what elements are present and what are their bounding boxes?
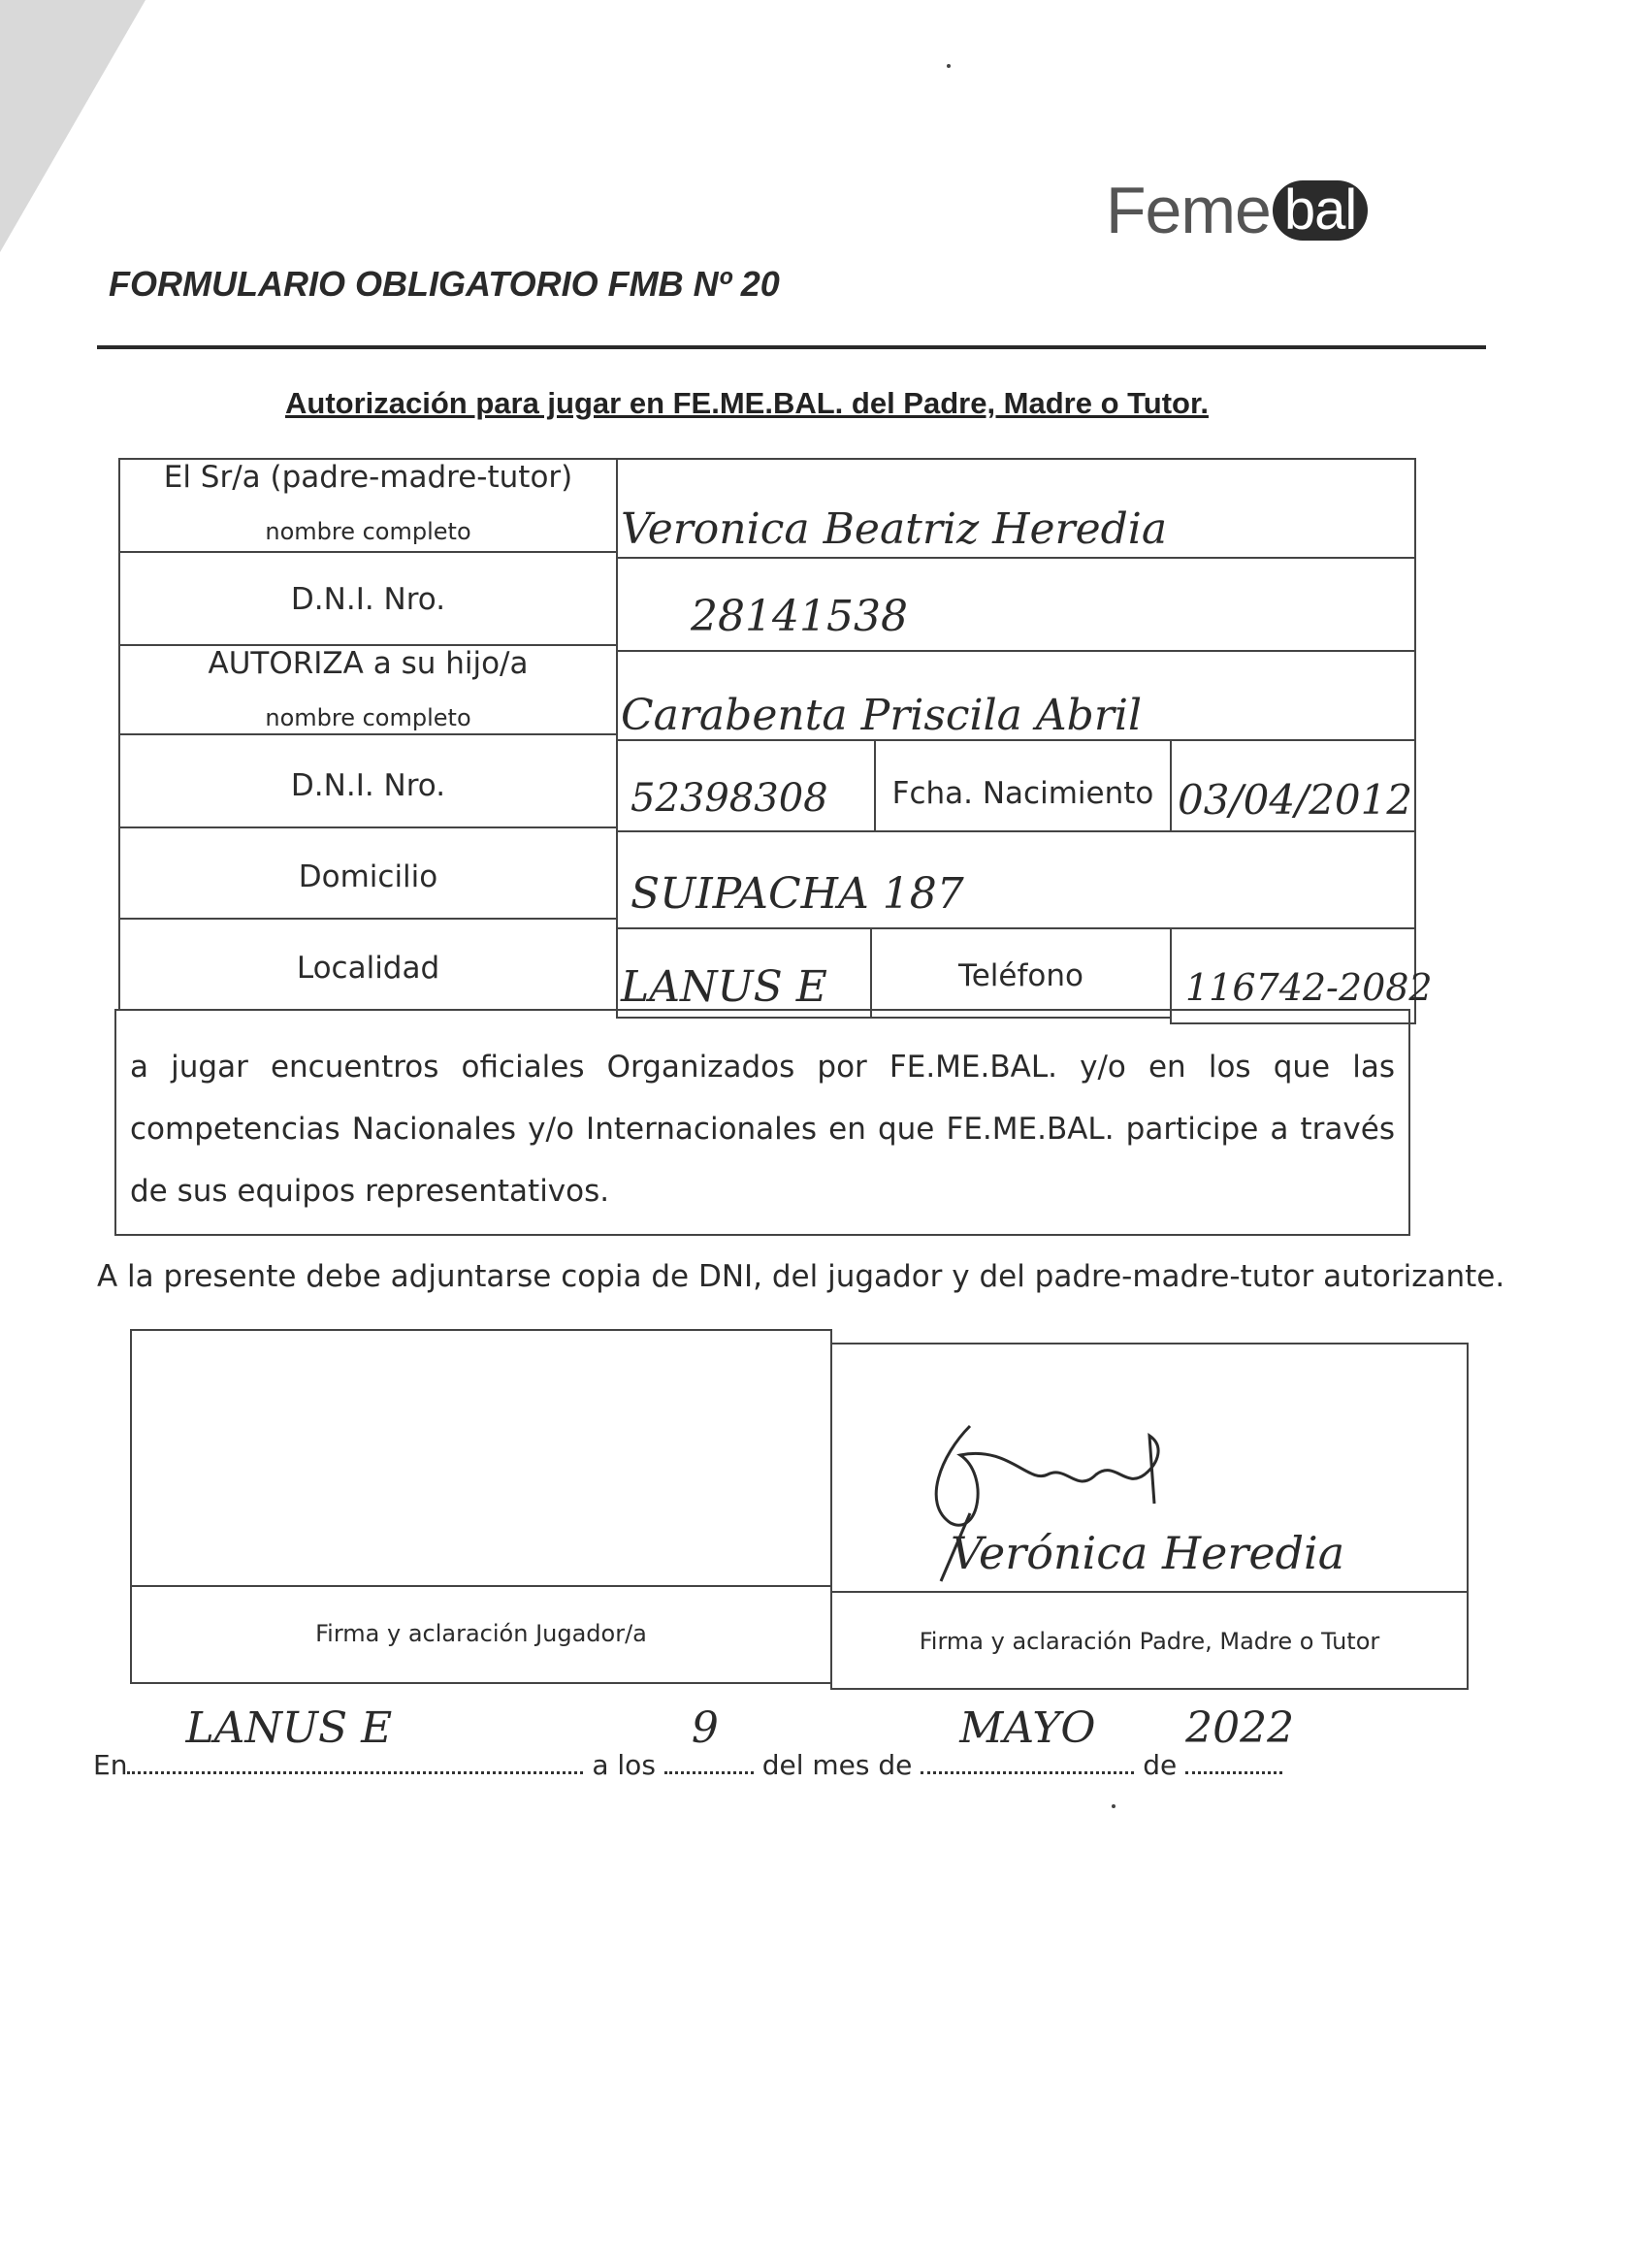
femebal-logo: Feme bal — [1106, 173, 1368, 248]
birth-label: Fcha. Nacimiento — [891, 776, 1154, 811]
child-dni-value: 52398308 — [630, 776, 828, 821]
parent-sublabel: nombre completo — [265, 518, 471, 545]
child-label: AUTORIZA a su hijo/a — [208, 646, 529, 681]
locality-label: Localidad — [296, 951, 440, 986]
player-signature-caption: Firma y aclaración Jugador/a — [315, 1620, 647, 1647]
scan-speck — [947, 64, 951, 68]
attachment-note: A la presente debe adjuntarse copia de DNI, del jugador y del padre-madre-tutor autorizante. — [97, 1259, 1505, 1294]
place-field: LANUS E — [127, 1746, 583, 1774]
month-field: MAYO — [921, 1746, 1134, 1774]
parent-dni-value: 28141538 — [691, 592, 908, 641]
parent-signature-caption: Firma y aclaración Padre, Madre o Tutor — [919, 1628, 1380, 1655]
child-name-value: Carabenta Priscila Abril — [621, 691, 1143, 740]
folded-corner — [0, 0, 146, 252]
day-field: 9 — [664, 1746, 754, 1774]
phone-label: Teléfono — [958, 958, 1083, 993]
parent-dni-label: D.N.I. Nro. — [290, 582, 446, 617]
address-label: Domicilio — [298, 859, 438, 894]
birth-date-value: 03/04/2012 — [1178, 776, 1413, 824]
parent-clarification: Verónica Heredia — [951, 1527, 1345, 1579]
phone-value: 116742-2082 — [1185, 966, 1433, 1009]
child-dni-label: D.N.I. Nro. — [290, 768, 446, 803]
parent-name-value: Veronica Beatriz Heredia — [621, 504, 1168, 554]
document-title: Autorización para jugar en FE.ME.BAL. del Padre, Madre o Tutor. — [285, 386, 1209, 420]
date-line: En LANUS E a los 9 del mes de MAYO de 2022 — [93, 1703, 1295, 1781]
authorization-text: a jugar encuentros oficiales Organizados por FE.ME.BAL. y/o en los que las competencias Nacionales y/o Internacionales en que FE.ME.BAL. participe a través de sus equipos representativos. — [130, 1050, 1395, 1209]
form-code: FORMULARIO OBLIGATORIO FMB Nº 20 — [109, 264, 780, 304]
scan-speck — [1112, 1804, 1116, 1808]
address-value: SUIPACHA 187 — [630, 869, 964, 919]
player-signature-box — [130, 1329, 832, 1587]
parent-label: El Sr/a (padre-madre-tutor) — [163, 460, 573, 495]
locality-value: LANUS E — [621, 962, 827, 1012]
year-field: 2022 — [1185, 1746, 1282, 1774]
child-sublabel: nombre completo — [265, 704, 471, 731]
header-rule — [97, 345, 1486, 349]
